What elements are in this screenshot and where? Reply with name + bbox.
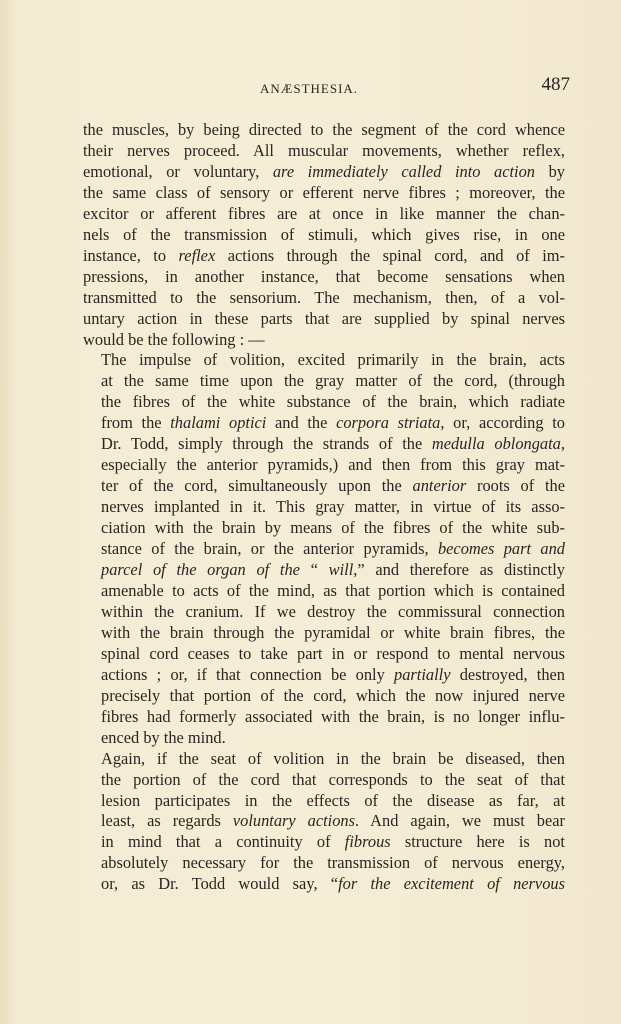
text-line [83, 686, 565, 707]
text-run: stance of the brain, or the anterior pyramids, [101, 539, 438, 559]
text-run: , [560, 434, 565, 454]
text-line [83, 811, 565, 832]
text-run: enced by the mind. [101, 727, 226, 747]
page-header [110, 74, 570, 100]
text-run: and the [266, 413, 337, 433]
italic-run: corpora striata [336, 413, 441, 433]
text-run: ciation with the brain by means of the fibres of the white sub- [101, 518, 565, 538]
text-run: transmitted to the sensorium. The mechanism, then, of a vol- [83, 287, 565, 307]
text-line [83, 602, 565, 623]
text-line [83, 665, 565, 686]
text-line [83, 874, 565, 895]
text-line [83, 581, 565, 602]
text-run: would be the following : — [83, 329, 265, 349]
text-line [83, 497, 565, 518]
italic-run: partially [394, 664, 451, 684]
text-run: The impulse of volition, excited primarily in the brain, acts [101, 350, 565, 370]
text-run: . And again, we must bear [355, 811, 565, 831]
body-text [83, 120, 565, 895]
text-run: structure here is not [390, 832, 565, 852]
text-line [83, 434, 565, 455]
text-line [83, 120, 565, 141]
text-run: amenable to acts of the mind, as that portion which is contained [101, 580, 565, 600]
text-run: nels of the transmission of stimuli, which gives rise, in one [83, 224, 565, 244]
text-line [83, 309, 565, 330]
text-run: ter of the cord, simultaneously upon the [101, 476, 413, 496]
text-run: Again, if the seat of volition in the brain be diseased, then [101, 748, 565, 768]
text-line [83, 707, 565, 728]
text-run: least, as regards [101, 811, 233, 831]
text-line [83, 644, 565, 665]
text-line [83, 518, 565, 539]
running-head: ANÆSTHESIA. [260, 81, 359, 96]
italic-run: fibrous [344, 832, 391, 852]
text-line [83, 141, 565, 162]
text-line [83, 770, 565, 791]
text-line [83, 455, 565, 476]
text-run: fibres had formerly associated with the brain, is no longer influ- [101, 706, 565, 726]
text-line [83, 476, 565, 497]
italic-run: thalami optici [170, 413, 267, 433]
text-run: pressions, in another instance, that become sensations when [83, 266, 565, 286]
text-line [83, 539, 565, 560]
text-run: emotional, or voluntary, [83, 161, 273, 181]
text-line [83, 560, 565, 581]
italic-run: becomes part and [437, 539, 565, 559]
italic-run: voluntary actions [232, 811, 356, 831]
text-line [83, 330, 565, 351]
text-line [83, 791, 565, 812]
text-run: or, as Dr. Todd would say, “ [101, 874, 339, 894]
italic-run: anterior [412, 476, 467, 496]
italic-run: medulla oblongata [431, 434, 561, 454]
text-run: roots of the [466, 476, 565, 496]
italic-run: reflex [178, 245, 216, 265]
text-run: lesion participates in the effects of the disease as far, at [101, 790, 565, 810]
text-line [83, 246, 565, 267]
text-run: with the brain through the pyramidal or white brain fibres, the [101, 622, 565, 642]
text-run: their nerves proceed. All muscular movements, whether reflex, [83, 140, 565, 160]
text-line [83, 183, 565, 204]
text-run: ,” and therefore as distinctly [353, 560, 565, 580]
text-line [83, 853, 565, 874]
paragraph [83, 120, 565, 350]
text-run: “ [299, 560, 329, 580]
text-line [83, 623, 565, 644]
text-line [83, 162, 565, 183]
text-line [83, 832, 565, 853]
text-line [83, 288, 565, 309]
text-run: destroyed, then [450, 664, 565, 684]
text-line [83, 225, 565, 246]
text-run: , or, according to [440, 413, 565, 433]
text-run: the same class of sensory or efferent nerve fibres ; moreover, the [83, 182, 565, 202]
text-line [83, 413, 565, 434]
text-line [83, 350, 565, 371]
text-run: absolutely necessary for the transmission of nervous energy, [101, 853, 565, 873]
text-line [83, 728, 565, 749]
italic-run: for the excitement of nervous [338, 874, 565, 894]
text-line [83, 204, 565, 225]
italic-run: parcel of the organ of the [101, 560, 300, 580]
text-run: within the cranium. If we destroy the commissural connection [101, 601, 565, 621]
text-run: actions ; or, if that connection be only [101, 664, 395, 684]
text-run: at the same time upon the gray matter of the cord, (through [101, 371, 565, 391]
text-run: especially the anterior pyramids,) and then from this gray mat- [101, 455, 565, 475]
text-run: the fibres of the white substance of the brain, which radiate [101, 392, 565, 412]
paragraph [83, 350, 565, 748]
paragraph [83, 749, 565, 896]
text-run: the portion of the cord that corresponds to the seat of that [101, 769, 565, 789]
text-run: from the [101, 413, 171, 433]
text-run: excitor or afferent fibres are at once in like manner the chan- [83, 203, 565, 223]
text-line [83, 392, 565, 413]
text-run: Dr. Todd, simply through the strands of the [101, 434, 432, 454]
text-run: the muscles, by being directed to the segment of the cord whence [83, 120, 565, 139]
italic-run: will [328, 560, 354, 580]
text-run: untary action in these parts that are supplied by spinal nerves [83, 308, 565, 328]
text-run: by [535, 161, 565, 181]
text-line [83, 749, 565, 770]
text-run: precisely that portion of the cord, which the now injured nerve [101, 685, 565, 705]
text-run: nerves implanted in it. This gray matter, in virtue of its asso- [101, 497, 565, 517]
text-line [83, 371, 565, 392]
text-run: actions through the spinal cord, and of im- [215, 245, 565, 265]
text-run: in mind that a continuity of [101, 832, 345, 852]
text-run: instance, to [83, 245, 179, 265]
page-number: 487 [541, 74, 570, 95]
text-line [83, 267, 565, 288]
italic-run: are immediately called into action [272, 161, 536, 181]
text-run: spinal cord ceases to take part in or respond to mental nervous [101, 643, 565, 663]
